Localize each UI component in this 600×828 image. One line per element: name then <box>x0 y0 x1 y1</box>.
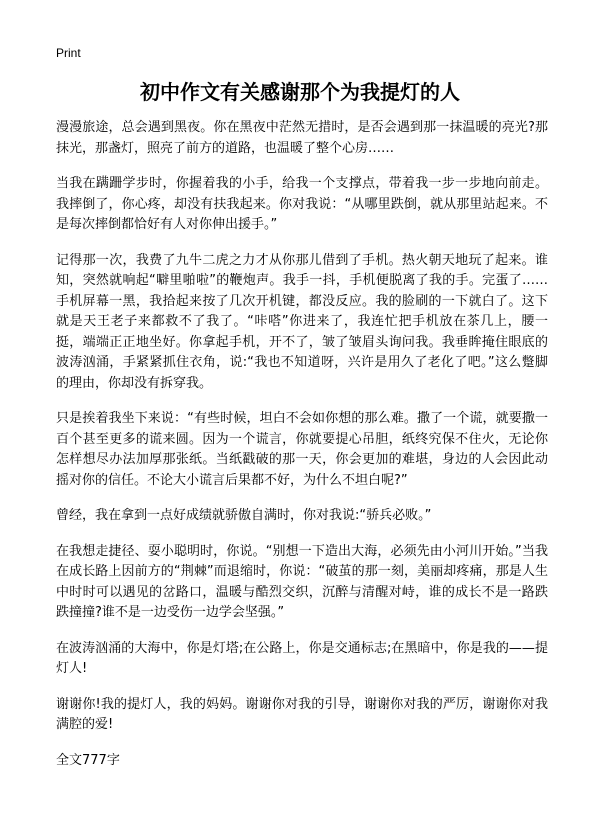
paragraph-honesty-talk: 只是挨着我坐下来说：“有些时候，坦白不会如你想的那么难。撒了一个谎，就要撒一百个甚至更多的谎来圆。因为一个谎言，你就要提心吊胆，纸终究保不住火，无论你怎样想尽办法加厚那张纸。当纸戳破的那一天，你会更加的难堪，身边的人会因此动摇对你的信任。不论大小谎言后果都不好，为什么不坦白呢?” <box>56 411 548 488</box>
word-count: 全文777字 <box>56 752 120 768</box>
paragraph-phone-story: 记得那一次，我费了九牛二虎之力才从你那儿借到了手机。热火朝天地玩了起来。谁知，突然就响起“噼里啪啦”的鞭炮声。我手一抖，手机便脱离了我的手。完蛋了……手机屏幕一黑，我拾起来按了几次开机键，都没反应。我的脸刷的一下就白了。这下就是天王老子来都救不了我了。“咔嗒”你进来了，我连忙把手机放在茶几上，腰一挺，端端正正地坐好。你拿起手机，开不了，皱了皱眉头询问我。我垂眸掩住眼底的波涛汹涌，手紧紧抓住衣角，说:“我也不知道呀，兴许是用久了老化了吧。”这么蹩脚的理由，你却没有拆穿我。 <box>56 252 548 391</box>
paragraph-pride: 曾经，我在拿到一点好成绩就骄傲自满时，你对我说:“骄兵必败。” <box>56 508 432 523</box>
paragraph-learning-to-walk: 当我在蹒跚学步时，你握着我的小手，给我一个支撑点，带着我一步一步地向前走。我摔倒了，你心疼，却没有扶我起来。你对我说：“从哪里跌倒，就从那里站起来。不是每次摔倒都恰好有人对你伸出援手。” <box>56 176 548 232</box>
paragraph-shortcuts: 在我想走捷径、耍小聪明时，你说。“别想一下造出大海，必须先由小河川开始。”当我在成长路上因前方的“荆棘”而退缩时，你说：“破茧的那一刻，美丽却疼痛，那是人生中时时可以遇见的岔路口，温暖与酷烈交织，沉醉与清醒对峙，谁的成长不是一路跌跌撞撞?谁不是一边受伤一边学会坚强。” <box>56 543 548 620</box>
print-link[interactable]: Print <box>56 46 81 60</box>
paragraph-thanks: 谢谢你!我的提灯人，我的妈妈。谢谢你对我的引导，谢谢你对我的严厉，谢谢你对我满腔的爱! <box>56 696 548 732</box>
article-title: 初中作文有关感谢那个为我提灯的人 <box>140 80 460 104</box>
article-body <box>56 118 548 786</box>
paragraph-intro: 漫漫旅途，总会遇到黑夜。你在黑夜中茫然无措时，是否会遇到那一抹温暖的亮光?那抹光，那盏灯，照亮了前方的道路，也温暖了整个心房…… <box>56 120 548 156</box>
paragraph-lamp-bearer: 在波涛汹涌的大海中，你是灯塔;在公路上，你是交通标志;在黑暗中，你是我的——提灯人! <box>56 640 548 676</box>
